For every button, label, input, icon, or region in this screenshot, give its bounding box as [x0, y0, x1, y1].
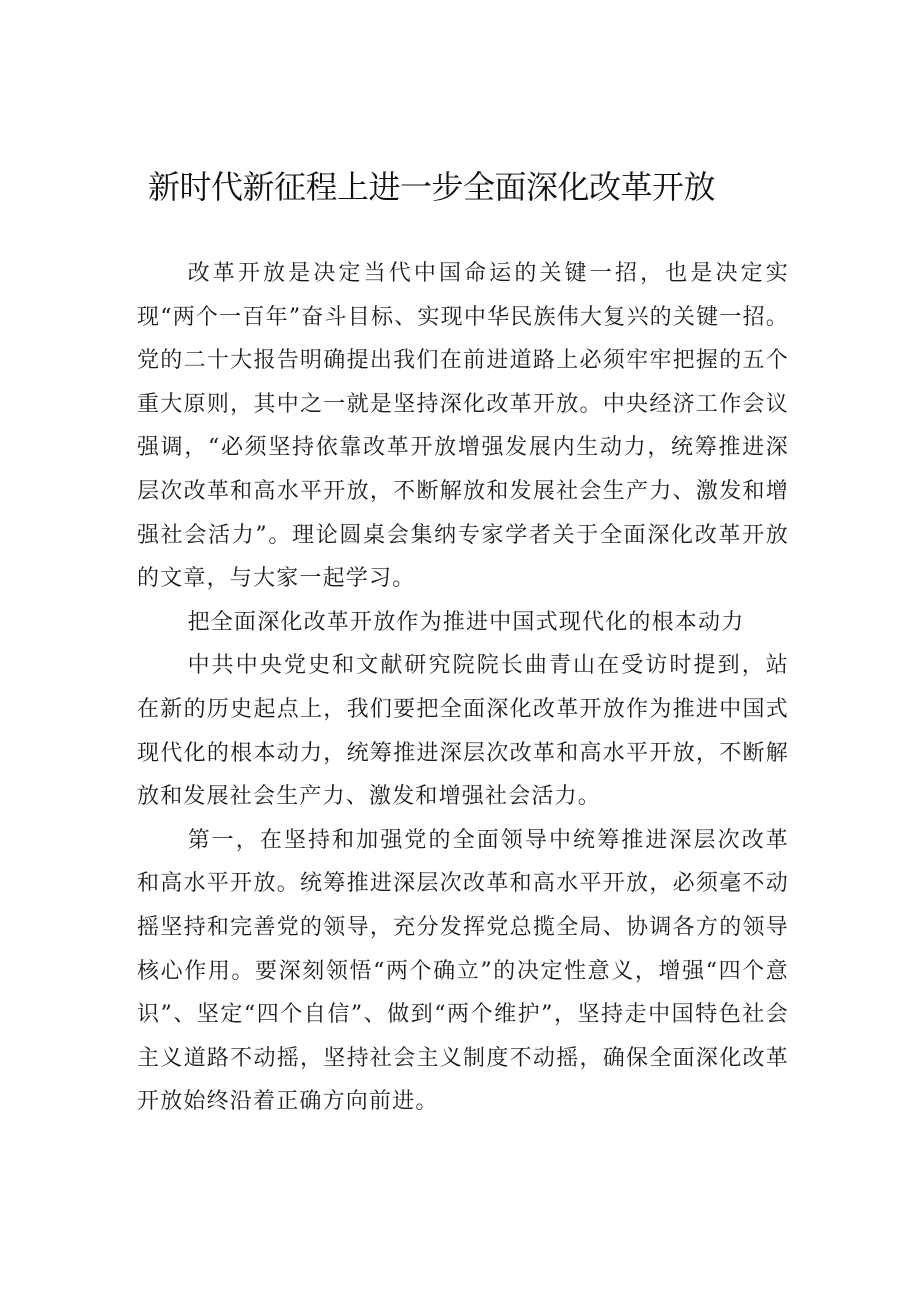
intro-paragraph: 改革开放是决定当代中国命运的关键一招，也是决定实现“两个一百年”奋斗目标、实现中华民族伟大复兴的关键一招。党的二十大报告明确提出我们在前进道路上必须牢牢把握的五个重大原则，其中之一就是坚持深化改革开放。中央经济工作会议强调，“必须坚持依靠改革开放增强发展内生动力，统筹推进深层次改革和高水平开放，不断解放和发展社会生产力、激发和增强社会活力”。理论圆桌会集纳专家学者关于全面深化改革开放的文章，与大家一起学习。	[137, 261, 789, 592]
document-body	[137, 252, 789, 1124]
section-heading: 把全面深化改革开放作为推进中国式现代化的根本动力	[187, 609, 745, 635]
body-paragraph: 第一，在坚持和加强党的全面领导中统筹推进深层次改革和高水平开放。统筹推进深层次改革和高水平开放，必须毫不动摇坚持和完善党的领导，充分发挥党总揽全局、协调各方的领导核心作用。要深刻领悟“两个确立”的决定性意义，增强“四个意识”、坚定“四个自信”、做到“两个维护”，坚持走中国特色社会主义道路不动摇，坚持社会主义制度不动摇，确保全面深化改革开放始终沿着正确方向前进。	[137, 827, 789, 1115]
body-paragraph: 中共中央党史和文献研究院院长曲青山在受访时提到，站在新的历史起点上，我们要把全面深化改革开放作为推进中国式现代化的根本动力，统筹推进深层次改革和高水平开放，不断解放和发展社会生产力、激发和增强社会活力。	[137, 653, 789, 810]
document-title: 新时代新征程上进一步全面深化改革开放	[148, 168, 716, 206]
